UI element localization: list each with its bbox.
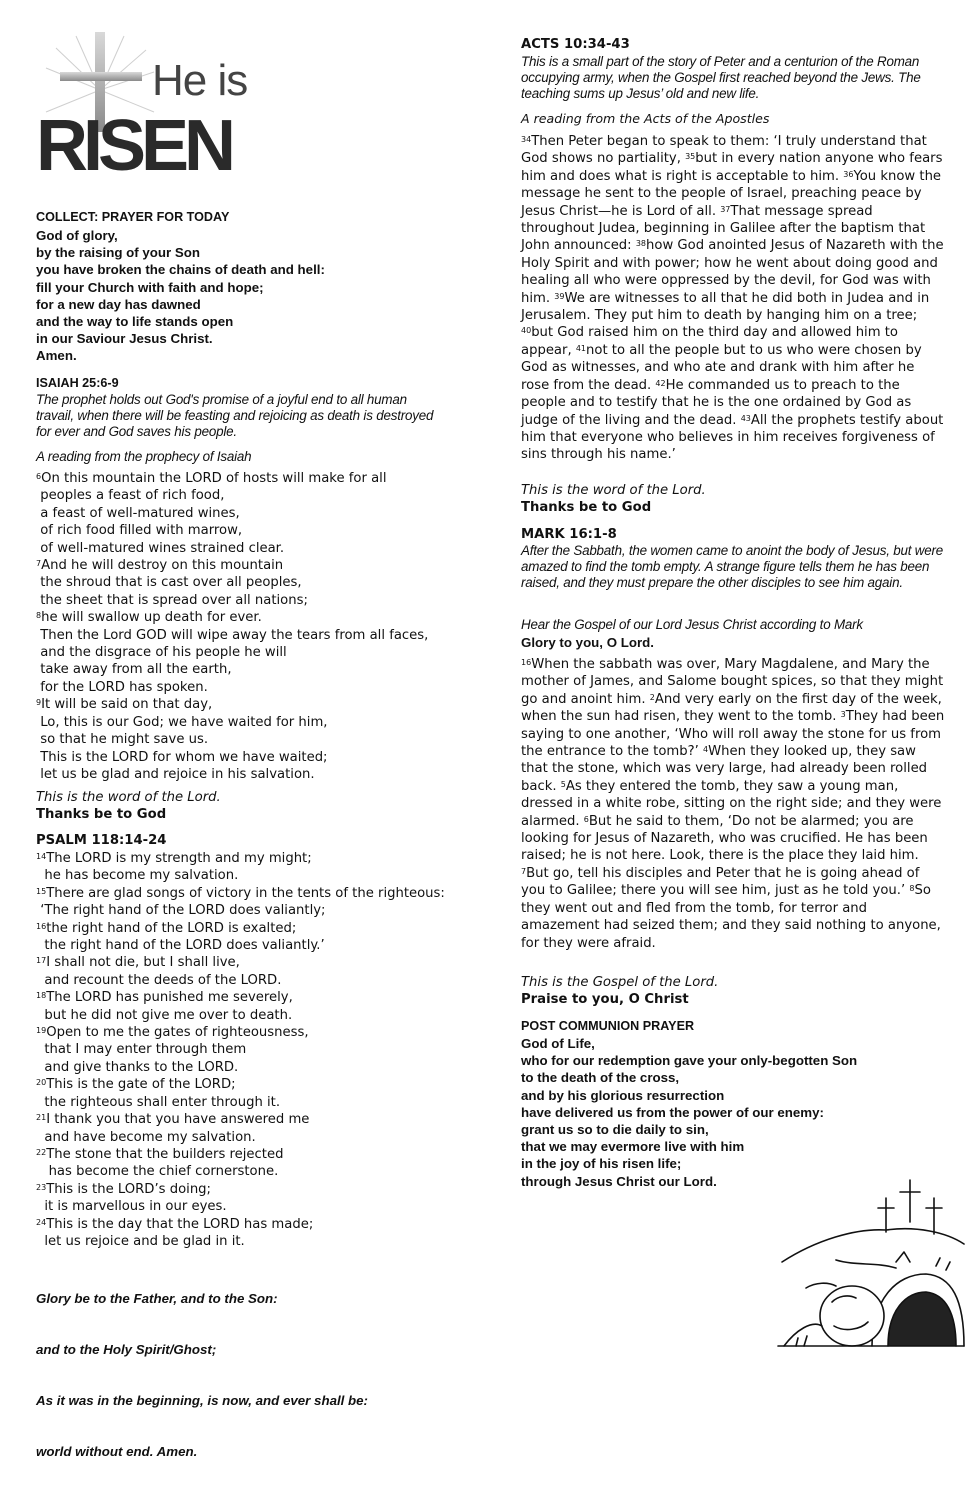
verse-number: 37 xyxy=(720,204,731,214)
verse-text: He commanded us to preach to the people and to testify that he is the one ordained by God as judge of the living and the dead. xyxy=(521,377,912,428)
verse-text: that I may enter through them xyxy=(36,1042,247,1058)
verse-text: The LORD is my strength and my might; xyxy=(46,851,312,866)
prayer-line: to the death of the cross, xyxy=(521,1070,680,1086)
verse-text: But he said to them, ‘Do not be alarmed; you are looking for Jesus of Nazareth, who was crucified. He has been raised; he is not here. Look, there is the place they laid him. xyxy=(521,813,928,864)
prayer-line: through Jesus Christ our Lord. xyxy=(521,1173,717,1189)
verse-text: Open to me the gates of righteousness, xyxy=(46,1025,309,1041)
verse-line xyxy=(36,1094,476,1111)
prayer-line: in the joy of his risen life; xyxy=(521,1156,682,1172)
verse-line xyxy=(36,850,476,867)
gloria-line: Glory be to the Father, and to the Son: xyxy=(36,1291,278,1306)
verse-line xyxy=(36,731,476,748)
isaiah-reading-label: A reading from the prophecy of Isaiah xyxy=(36,449,252,464)
cross-icon xyxy=(878,1180,942,1234)
verse-line xyxy=(36,505,476,522)
verse-text: the sheet that is spread over all nations; xyxy=(36,592,308,608)
mark-reading-label: Hear the Gospel of our Lord Jesus Christ according to Mark xyxy=(521,617,863,632)
verse-text: This is the LORD for whom we have waited; xyxy=(36,749,328,765)
collect-prayer xyxy=(36,227,476,365)
verse-number: 23 xyxy=(36,1182,47,1192)
verse-text: the shroud that is cast over all peoples, xyxy=(36,575,302,591)
prayer-line: that we may evermore live with him xyxy=(521,1139,745,1155)
verse-line xyxy=(36,470,476,487)
verse-line xyxy=(36,592,476,609)
verse-line xyxy=(36,557,476,574)
gloria-line: and to the Holy Spirit/Ghost; xyxy=(36,1342,217,1357)
acts-text xyxy=(521,133,946,464)
verse-line xyxy=(36,679,476,696)
verse-number: 21 xyxy=(36,1113,47,1123)
verse-line xyxy=(36,644,476,661)
mark-heading: MARK 16:1-8 xyxy=(521,527,617,542)
verse-line xyxy=(36,661,476,678)
verse-line xyxy=(36,867,476,884)
verse-line xyxy=(36,574,476,591)
verse-number: 16 xyxy=(36,921,47,931)
verse-text: let us be glad and rejoice in his salvation. xyxy=(36,766,315,782)
verse-line xyxy=(36,766,476,783)
verse-line xyxy=(36,885,476,902)
collect-line: for a new day has dawned xyxy=(36,296,201,312)
verse-text: but in every nation anyone who fears him and does what is right is acceptable to him. xyxy=(521,151,943,184)
verse-text: the righteous shall enter through it. xyxy=(36,1094,281,1110)
verse-text: That message spread throughout Judea, beginning in Galilee after the baptism that John announced: xyxy=(521,203,926,254)
verse-line xyxy=(36,1233,476,1250)
verse-line xyxy=(36,1163,476,1180)
verse-number: 2 xyxy=(649,692,655,702)
verse-text: for the LORD has spoken. xyxy=(36,679,208,695)
verse-number: 18 xyxy=(36,991,47,1001)
prayer-line: who for our redemption gave your only-begotten Son xyxy=(521,1053,858,1069)
verse-line xyxy=(36,972,476,989)
verse-line xyxy=(36,714,476,731)
collect-line: by the raising of your Son xyxy=(36,245,201,261)
verse-number: 5 xyxy=(560,779,566,789)
verse-number: 8 xyxy=(36,611,42,621)
verse-line xyxy=(36,1181,476,1198)
verse-number: 36 xyxy=(843,169,854,179)
verse-number: 42 xyxy=(655,378,666,388)
verse-text: and have become my salvation. xyxy=(36,1129,256,1145)
acts-heading: ACTS 10:34-43 xyxy=(521,37,630,52)
acts-reading-label: A reading from the Acts of the Apostles xyxy=(521,111,770,126)
verse-text: he will swallow up death for ever. xyxy=(41,610,262,626)
verse-number: 7 xyxy=(36,559,42,569)
verse-number: 41 xyxy=(575,343,587,353)
verse-text: There are glad songs of victory in the tents of the righteous: xyxy=(46,885,445,901)
verse-line xyxy=(36,1007,476,1024)
verse-number: 22 xyxy=(36,1147,47,1157)
verse-text: It will be said on that day, xyxy=(41,697,213,713)
verse-line xyxy=(36,627,476,644)
verse-text: They had been saying to one another, ‘Who will roll away the stone for us from the entrance to the tomb?’ xyxy=(521,709,945,760)
verse-line xyxy=(36,1129,476,1146)
verse-line xyxy=(36,540,476,557)
verse-line xyxy=(36,989,476,1006)
verse-number: 6 xyxy=(583,814,589,824)
verse-number: 24 xyxy=(36,1217,47,1227)
verse-text: how God anointed Jesus of Nazareth with the Holy Spirit and with power; how he went about doing good and healing all who were oppressed by the devil, for God was with him. xyxy=(521,238,944,306)
verse-line xyxy=(36,954,476,971)
verse-text: The stone that the builders rejected xyxy=(46,1146,284,1162)
verse-text: When the sabbath was over, Mary Magdalene, and Mary the mother of James, and Salome bought spices, so that they might go and anoint him. xyxy=(521,657,944,707)
verse-text: So they went out and fled from the tomb, for terror and amazement had seized them; and they said nothing to anyone, for they were afraid. xyxy=(521,883,941,951)
verse-text: Lo, this is our God; we have waited for him, xyxy=(36,714,328,730)
verse-text: the right hand of the LORD is exalted; xyxy=(46,920,297,936)
verse-number: 40 xyxy=(521,326,532,336)
psalm-text xyxy=(36,850,476,1250)
verse-number: 7 xyxy=(521,866,527,876)
verse-line xyxy=(36,937,476,954)
verse-number: 38 xyxy=(635,239,647,249)
prayer-line: and by his glorious resurrection xyxy=(521,1087,725,1103)
prayer-line: have delivered us from the power of our enemy: xyxy=(521,1104,824,1120)
verse-text: Then Peter began to speak to them: ‘I truly understand that God shows no partiality, xyxy=(521,134,927,167)
verse-number: 15 xyxy=(36,886,47,896)
mark-text xyxy=(521,656,946,952)
isaiah-intro: The prophet holds out God's promise of a joyful end to all human travail, when there will be feasting and rejoicing as death is destroyed for ever and God saves his people. xyxy=(36,392,434,440)
verse-text: he has become my salvation. xyxy=(36,868,239,884)
verse-text: When they looked up, they saw that the stone, which was very large, had already been rolled back. xyxy=(521,744,928,794)
isaiah-text xyxy=(36,470,476,783)
verse-number: 9 xyxy=(36,698,42,708)
psalm-heading: PSALM 118:14-24 xyxy=(36,833,167,848)
verse-text: it is marvellous in our eyes. xyxy=(36,1199,227,1215)
verse-text: peoples a feast of rich food, xyxy=(36,488,225,504)
verse-line xyxy=(36,1024,476,1041)
collect-line: fill your Church with faith and hope; xyxy=(36,279,264,295)
collect-line: Amen. xyxy=(36,348,77,364)
mark-response: Praise to you, O Christ xyxy=(521,992,689,1007)
verse-text: This is the LORD’s doing; xyxy=(46,1181,211,1197)
verse-number: 19 xyxy=(36,1026,47,1036)
verse-line xyxy=(36,1198,476,1215)
collect-line: God of glory, xyxy=(36,228,118,243)
gloria xyxy=(36,1256,476,1494)
verse-text: and recount the deeds of the LORD. xyxy=(36,972,282,988)
verse-text: On this mountain the LORD of hosts will make for all xyxy=(41,471,387,486)
verse-text: and the disgrace of his people he will xyxy=(36,645,287,661)
verse-text: not to all the people but to us who were chosen by God as witnesses, and who ate and drank with him after he rose from the dead. xyxy=(521,342,922,393)
logo-he-is: He is xyxy=(152,56,248,105)
verse-text: And he will destroy on this mountain xyxy=(41,558,284,574)
prayer-line: grant us so to die daily to sin, xyxy=(521,1122,709,1138)
verse-number: 16 xyxy=(521,658,532,667)
isaiah-closing: This is the word of the Lord. xyxy=(36,790,221,805)
verse-line xyxy=(36,1216,476,1233)
post-communion-prayer xyxy=(521,1035,946,1190)
verse-line xyxy=(36,1146,476,1163)
verse-line xyxy=(36,1041,476,1058)
verse-text: But go, tell his disciples and Peter that he is going ahead of you to Galilee; there you will see him, just as he told you.’ xyxy=(521,865,920,899)
mark-closing: This is the Gospel of the Lord. xyxy=(521,975,719,990)
verse-text: The LORD has punished me severely, xyxy=(46,990,293,1006)
verse-number: 39 xyxy=(554,291,565,301)
verse-number: 35 xyxy=(685,152,696,162)
verse-number: 6 xyxy=(36,472,42,481)
acts-response: Thanks be to God xyxy=(521,500,652,515)
verse-line xyxy=(36,696,476,713)
verse-text: take away from all the earth, xyxy=(36,662,232,678)
verse-line xyxy=(36,920,476,937)
verse-text: You know the message he sent to the people of Israel, preaching peace by Jesus Christ—he is Lord of all. xyxy=(521,168,942,219)
verse-number: 3 xyxy=(840,710,846,720)
verse-text: We are witnesses to all that he did both in Judea and in Jerusalem. They put him to death by hanging him on a tree; xyxy=(521,290,930,324)
verse-number: 34 xyxy=(521,135,532,144)
verse-line xyxy=(36,487,476,504)
verse-text: let us rejoice and be glad in it. xyxy=(36,1233,245,1249)
isaiah-heading: ISAIAH 25:6-9 xyxy=(36,376,119,390)
verse-line xyxy=(36,609,476,626)
acts-closing: This is the word of the Lord. xyxy=(521,483,706,498)
verse-text: a feast of well-matured wines, xyxy=(36,505,240,521)
post-communion-heading: POST COMMUNION PRAYER xyxy=(521,1019,695,1033)
verse-line xyxy=(36,1111,476,1128)
verse-line xyxy=(36,749,476,766)
prayer-line: God of Life, xyxy=(521,1036,595,1051)
verse-text: I shall not die, but I shall live, xyxy=(46,955,240,971)
verse-text: has become the chief cornerstone. xyxy=(36,1164,279,1180)
collect-line: and the way to life stands open xyxy=(36,314,234,330)
collect-line: you have broken the chains of death and hell: xyxy=(36,262,325,278)
verse-number: 20 xyxy=(36,1078,47,1088)
isaiah-response: Thanks be to God xyxy=(36,807,167,822)
verse-text: of rich food filled with marrow, xyxy=(36,523,243,539)
mark-glory-response: Glory to you, O Lord. xyxy=(521,635,654,650)
verse-text: As they entered the tomb, they saw a young man, dressed in a white robe, sitting on the right side; and they were alarmed. xyxy=(521,778,942,829)
verse-number: 14 xyxy=(36,852,47,861)
verse-text: This is the day that the LORD has made; xyxy=(46,1216,314,1232)
verse-text: All the prophets testify about him that everyone who believes in him receives forgiveness of sins through his name.’ xyxy=(521,412,944,463)
verse-text: ‘The right hand of the LORD does valiantly; xyxy=(36,903,326,919)
collect-line: in our Saviour Jesus Christ. xyxy=(36,331,213,347)
verse-number: 43 xyxy=(740,413,751,423)
verse-text: and give thanks to the LORD. xyxy=(36,1059,239,1075)
verse-number: 8 xyxy=(909,884,915,894)
collect-heading: COLLECT: PRAYER FOR TODAY xyxy=(36,210,230,224)
acts-intro: This is a small part of the story of Peter and a centurion of the Roman occupying army, when the Gospel first reached beyond the Jews. The teaching sums up Jesus’ old and new life. xyxy=(521,54,921,102)
verse-text: And very early on the first day of the week, when the sun had risen, they went to the tomb. xyxy=(521,691,942,725)
gloria-line: world without end. Amen. xyxy=(36,1444,198,1459)
verse-text: This is the gate of the LORD; xyxy=(46,1077,236,1093)
verse-text: so that he might save us. xyxy=(36,732,209,748)
verse-text: of well-matured wines strained clear. xyxy=(36,540,285,556)
verse-text: Then the Lord GOD will wipe away the tears from all faces, xyxy=(36,627,429,643)
verse-number: 4 xyxy=(703,745,709,755)
gloria-line: As it was in the beginning, is now, and ever shall be: xyxy=(36,1393,368,1408)
empty-tomb-illustration xyxy=(776,1170,966,1350)
verse-text: the right hand of the LORD does valiantly.’ xyxy=(36,938,325,954)
logo-risen: RISEN xyxy=(36,106,232,186)
verse-number: 17 xyxy=(36,956,47,966)
verse-text: but he did not give me over to death. xyxy=(36,1007,293,1023)
verse-line xyxy=(36,902,476,919)
verse-text: I thank you that you have answered me xyxy=(46,1112,310,1128)
mark-intro: After the Sabbath, the women came to anoint the body of Jesus, but were amazed to find the tomb empty. A strange figure tells them he has been raised, and they must prepare the other disciples to see him again. xyxy=(521,543,944,591)
verse-line xyxy=(36,1059,476,1076)
verse-line xyxy=(36,522,476,539)
verse-text: but God raised him on the third day and allowed him to appear, xyxy=(521,325,898,358)
verse-line xyxy=(36,1076,476,1093)
he-is-risen-logo xyxy=(36,28,256,186)
